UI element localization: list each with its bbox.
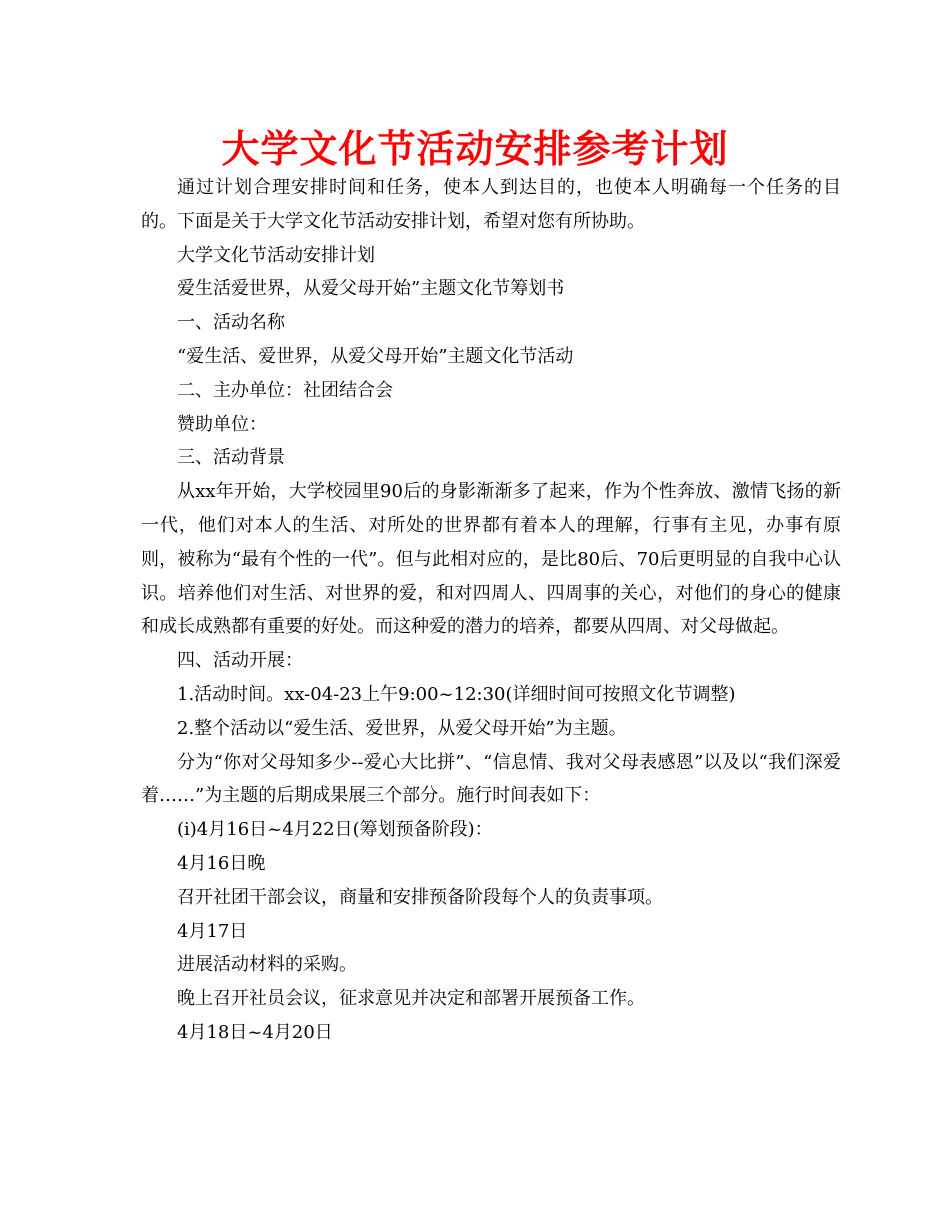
paragraph: 进展活动材料的采购。 — [177, 954, 357, 976]
paragraph: 赞助单位： — [177, 413, 267, 435]
paragraph: 4月18日~4月20日 — [177, 1021, 333, 1043]
paragraph: 4月17日 — [177, 920, 248, 942]
plan-subtitle: 爱生活爱世界，从爱父母开始”主题文化节筹划书 — [177, 278, 565, 300]
paragraph: “爱生活、爱世界，从爱父母开始”主题文化节活动 — [177, 345, 574, 367]
document-body — [141, 171, 841, 1050]
paragraph: 4月16日晚 — [177, 852, 266, 874]
paragraph: 晚上召开社员会议，征求意见并决定和部署开展预备工作。 — [177, 988, 645, 1010]
section-heading: 四、活动开展： — [177, 650, 303, 672]
paragraph: 分为“你对父母知多少--爱心大比拼”、“信息情、我对父母表感恩”以及以“我们深爱着……”为主题的后期成果展三个部分。施行时间表如下： — [141, 751, 841, 807]
paragraph: 召开社团干部会议，商量和安排预备阶段每个人的负责事项。 — [177, 886, 663, 908]
intro-paragraph: 通过计划合理安排时间和任务，使本人到达目的，也使本人明确每一个任务的目的。下面是关于大学文化节活动安排计划，希望对您有所协助。 — [141, 177, 841, 232]
paragraph: 1.活动时间。xx-04-23上午9:00~12:30(详细时间可按照文化节调整) — [177, 683, 736, 705]
paragraph: 2.整个活动以“爱生活、爱世界，从爱父母开始”为主题。 — [177, 717, 627, 739]
document-title: 大学文化节活动安排参考计划 — [221, 127, 729, 171]
section-heading: 三、活动背景 — [177, 447, 285, 469]
plan-heading: 大学文化节活动安排计划 — [177, 244, 375, 266]
paragraph: (i)4月16日~4月22日(筹划预备阶段)： — [177, 819, 493, 841]
background-paragraph: 从xx年开始，大学校园里90后的身影渐渐多了起来，作为个性奔放、激情飞扬的新一代，他们对本人的生活、对所处的世界都有着本人的理解，行事有主见，办事有原则，被称为“最有个性的一代”。但与此相对应的，是比80后、70后更明显的自我中心认识。培养他们对生活、对世界的爱，和对四周人、四周事的关心，对他们的身心的健康和成长成熟都有重要的好处。而这种爱的潜力的培养，都要从四周、对父母做起。 — [141, 481, 841, 638]
section-heading: 一、活动名称 — [177, 312, 285, 334]
section-heading: 二、主办单位：社团结合会 — [177, 379, 393, 401]
